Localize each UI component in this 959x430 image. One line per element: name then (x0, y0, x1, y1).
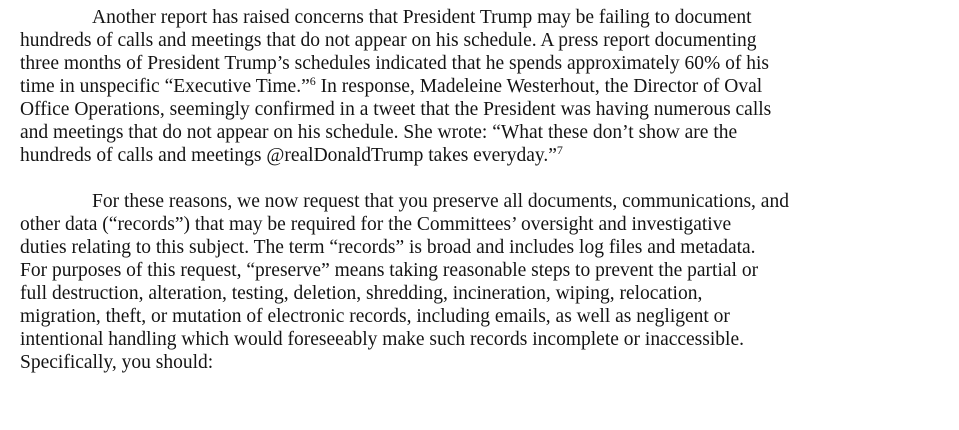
paragraph-executive-time (20, 6, 955, 167)
footnote-marker-7: 7 (556, 143, 563, 157)
text-line: hundreds of calls and meetings @realDonaldTrump takes everyday.”$^7$ (20, 143, 563, 166)
document-body (20, 6, 955, 374)
text-line: migration, theft, or mutation of electronic records, including emails, as well as negligent or (20, 306, 730, 327)
paragraph-preservation-request (20, 190, 955, 374)
text-line: and meetings that do not appear on his schedule. She wrote: “What these don’t show are the (20, 122, 738, 143)
text-line: other data (“records”) that may be required for the Committees’ oversight and investigative (20, 214, 732, 235)
footnote-marker-6: 6 (309, 74, 316, 88)
text-line: Specifically, you should: (20, 352, 214, 373)
text-line: hundreds of calls and meetings that do not appear on his schedule. A press report documenting (20, 30, 757, 51)
text-line: three months of President Trump’s schedules indicated that he spends approximately 60% of his (20, 53, 770, 74)
text-line: intentional handling which would foreseeably make such records incomplete or inaccessible. (20, 329, 744, 350)
text-line: Another report has raised concerns that President Trump may be failing to document (92, 7, 752, 28)
text-line: For purposes of this request, “preserve” means taking reasonable steps to prevent the partial or (20, 260, 759, 281)
text-line: For these reasons, we now request that you preserve all documents, communications, and (92, 191, 789, 212)
text-line: full destruction, alteration, testing, deletion, shredding, incineration, wiping, relocation, (20, 283, 703, 304)
paragraph-spacer (20, 167, 955, 190)
text-line: time in unspecific “Executive Time.”$^6$ In response, Madeleine Westerhout, the Director of Oval (20, 74, 763, 97)
text-line: duties relating to this subject. The term “records” is broad and includes log files and metadata. (20, 237, 756, 258)
text-line: Office Operations, seemingly confirmed in a tweet that the President was having numerous calls (20, 99, 772, 120)
